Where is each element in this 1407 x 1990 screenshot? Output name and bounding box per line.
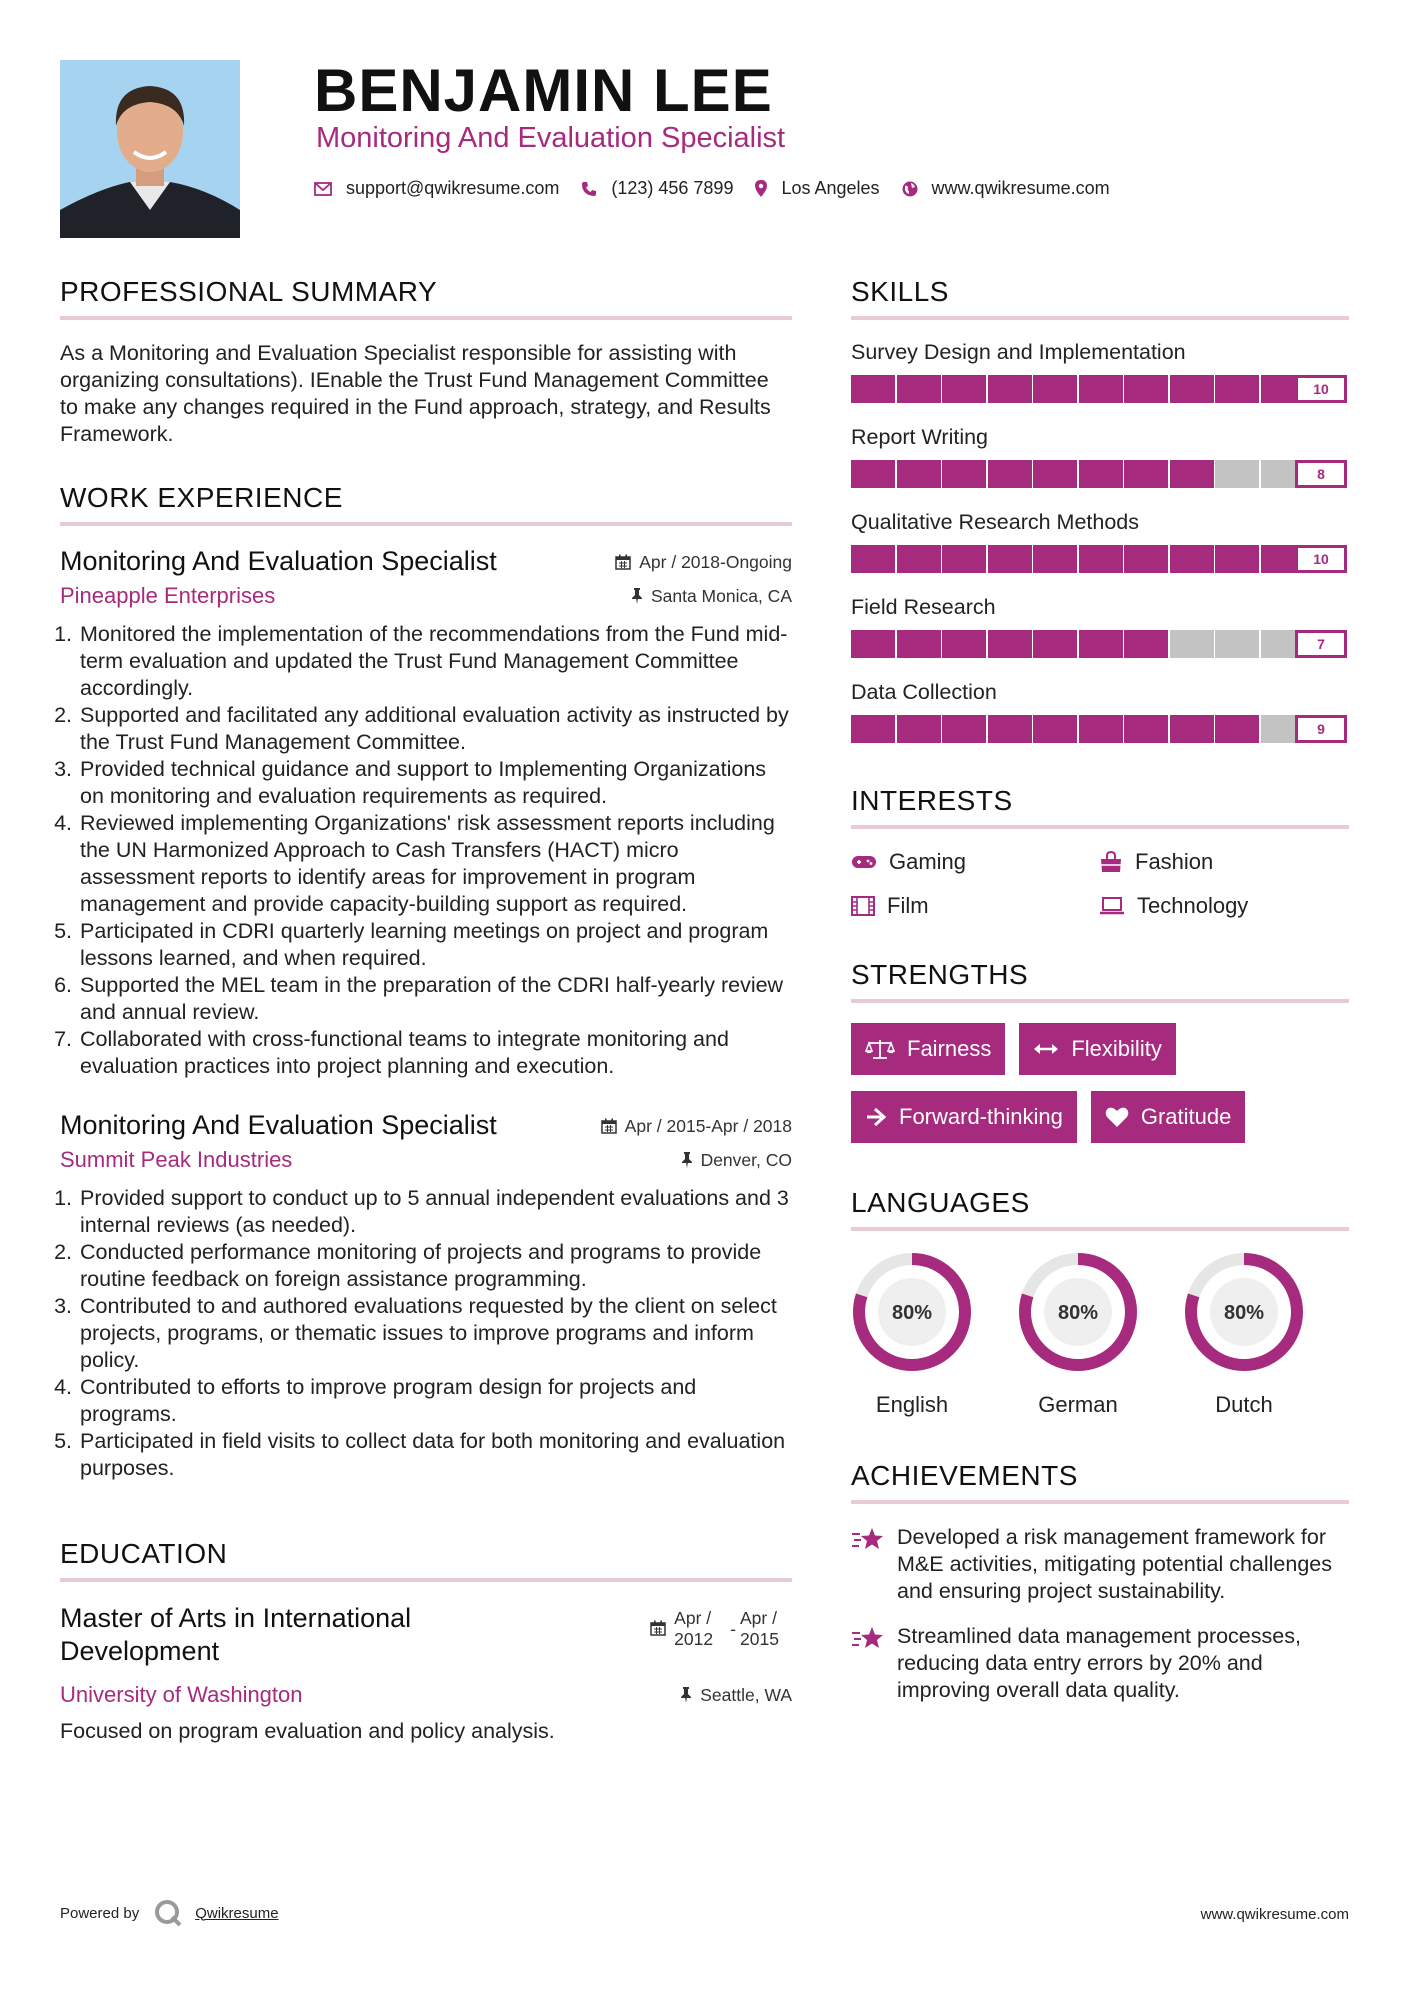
contact-website-text: www.qwikresume.com — [931, 178, 1110, 198]
job-bullet: 2. Conducted performance monitoring of projects and programs to provide routine feedback on foreign assistance programming. — [78, 1239, 792, 1293]
globe-icon — [902, 181, 918, 197]
degree-title: Master of Arts in International Development — [60, 1603, 412, 1666]
handbag-icon — [1099, 851, 1123, 873]
job-bullet: 1. Provided support to conduct up to 5 annual independent evaluations and 3 internal reviews (as needed). — [78, 1185, 792, 1239]
language-progress-ring — [851, 1251, 973, 1373]
job-bullet: 4. Contributed to efforts to improve program design for projects and programs. — [78, 1374, 792, 1428]
phone-icon — [581, 181, 597, 197]
skill-bar-segment — [1124, 375, 1168, 403]
skill-bar-segment — [851, 630, 895, 658]
skill-level: 10 — [1295, 375, 1347, 403]
company-name: Summit Peak Industries — [60, 1147, 293, 1172]
candidate-name: BENJAMIN LEE — [314, 57, 773, 124]
envelope-icon — [314, 182, 332, 196]
job-bullet: 7. Collaborated with cross-functional teams to integrate monitoring and evaluation practices into project planning and execution. — [78, 1026, 792, 1080]
skill-bar-segment — [942, 375, 986, 403]
strength-label: Fairness — [907, 1036, 992, 1061]
job-location-text: Denver, CO — [700, 1149, 792, 1170]
balance-scale-icon — [865, 1038, 895, 1060]
skill-bar-segment — [1079, 630, 1123, 658]
skill-bar-segment — [1170, 545, 1214, 573]
strength-tag — [851, 1091, 1077, 1143]
skill-bar-segment — [942, 460, 986, 488]
job-date-text: Apr / 2018-Ongoing — [639, 551, 792, 572]
portrait-illustration — [60, 60, 240, 238]
language-name: German — [1038, 1392, 1118, 1417]
skill-bar-segment — [942, 630, 986, 658]
strength-tag — [851, 1023, 1005, 1075]
skill-bar-segment — [1033, 715, 1077, 743]
languages-list — [851, 1251, 1349, 1418]
education-description: Focused on program evaluation and policy analysis. — [60, 1719, 555, 1743]
skill-bar-segment — [1215, 715, 1259, 743]
interest-item — [1099, 849, 1347, 875]
calendar-icon — [601, 1118, 617, 1134]
job-entry — [60, 546, 792, 1080]
skill-bar-segment — [897, 460, 941, 488]
skill-bar-segment — [1124, 630, 1168, 658]
strength-tag — [1019, 1023, 1175, 1075]
skill-bar — [851, 545, 1347, 573]
skill-bar-segment — [988, 715, 1032, 743]
interests-list — [851, 849, 1349, 919]
skill-name: Survey Design and Implementation — [851, 340, 1186, 364]
gamepad-icon — [851, 854, 877, 870]
job-bullet: 2. Supported and facilitated any additional evaluation activity as instructed by the Trust Fund Management Committee. — [78, 702, 792, 756]
profile-photo — [60, 60, 240, 238]
map-pin-icon — [755, 180, 767, 197]
skill-bar-segment — [1215, 545, 1259, 573]
interest-label: Fashion — [1135, 849, 1214, 874]
job-bullet: 6. Supported the MEL team in the preparation of the CDRI half-yearly review and annual review. — [78, 972, 792, 1026]
education-date-start: Apr / 2012 — [674, 1608, 714, 1649]
job-bullet: 5. Participated in CDRI quarterly learning meetings on project and program lessons learned, and when required. — [78, 918, 792, 972]
job-bullet: 4. Reviewed implementing Organizations' risk assessment reports including the UN Harmonized Approach to Cash Transfers (HACT) micro assessment reports to identify areas for improvement in program management and provide capacity-building support as required. — [78, 810, 792, 918]
strength-label: Flexibility — [1071, 1036, 1162, 1061]
education-heading: EDUCATION — [60, 1538, 792, 1582]
strengths-list — [851, 1023, 1349, 1159]
skill-bar-segment — [1170, 460, 1214, 488]
skill-bar-segment — [1215, 460, 1259, 488]
education-location-text: Seattle, WA — [700, 1684, 792, 1705]
language-name: English — [875, 1392, 949, 1417]
strength-tag — [1091, 1091, 1246, 1143]
achievement-text: Streamlined data management processes, reducing data entry errors by 20% and improving overall data quality. — [897, 1624, 1301, 1702]
calendar-icon — [650, 1620, 666, 1636]
interest-label: Gaming — [889, 849, 967, 874]
skill-bar-segment — [897, 630, 941, 658]
skill-bar-segment — [897, 375, 941, 403]
contact-phone-text: (123) 456 7899 — [611, 178, 734, 198]
skill-bar-segment — [1033, 630, 1077, 658]
arrows-horizontal-icon — [1033, 1042, 1059, 1056]
skill-name: Field Research — [851, 595, 996, 619]
date-separator: - — [730, 1619, 736, 1639]
skill-bar — [851, 460, 1347, 488]
arrow-right-icon — [865, 1107, 887, 1127]
skill-bar-segment — [1079, 715, 1123, 743]
skill-bar-segment — [897, 715, 941, 743]
job-bullet: 3. Contributed to and authored evaluations requested by the client on select projects, programs, or thematic issues to improve programs and inform policy. — [78, 1293, 792, 1374]
footer-website[interactable]: www.qwikresume.com — [1200, 1906, 1349, 1923]
skill-bar-segment — [851, 545, 895, 573]
job-date-text: Apr / 2015-Apr / 2018 — [624, 1115, 792, 1136]
strengths-heading: STRENGTHS — [851, 959, 1349, 1003]
summary-heading: PROFESSIONAL SUMMARY — [60, 276, 792, 320]
skill-bar-segment — [1124, 715, 1168, 743]
education-entry — [60, 1602, 792, 1745]
skill-bar-segment — [942, 715, 986, 743]
pushpin-icon — [631, 588, 643, 604]
skill-bar-segment — [851, 375, 895, 403]
school-name: University of Washington — [60, 1682, 303, 1707]
skill-level: 7 — [1295, 630, 1347, 658]
skill-bar-segment — [1079, 375, 1123, 403]
achievement-item — [851, 1524, 1349, 1605]
skill-bar-segment — [988, 545, 1032, 573]
interests-heading: INTERESTS — [851, 785, 1349, 829]
skill-name: Qualitative Research Methods — [851, 510, 1140, 534]
job-date — [601, 1116, 792, 1137]
interest-item — [1099, 893, 1347, 919]
skill-bar-segment — [1215, 630, 1259, 658]
languages-heading: LANGUAGES — [851, 1187, 1349, 1231]
job-date — [615, 552, 792, 573]
skill-bar-segment — [1170, 630, 1214, 658]
footer-powered-by — [60, 1898, 279, 1928]
language-percent: 80% — [1223, 1302, 1265, 1324]
laptop-icon — [1099, 897, 1125, 915]
skill-bar-segment — [1079, 460, 1123, 488]
job-bullet: 5. Participated in field visits to collect data for both monitoring and evaluation purposes. — [78, 1428, 792, 1482]
left-column — [60, 276, 792, 1745]
strength-label: Forward-thinking — [899, 1104, 1063, 1129]
skill-bar-segment — [988, 375, 1032, 403]
skill-bar-segment — [988, 630, 1032, 658]
skill-name: Report Writing — [851, 425, 989, 449]
contact-email[interactable] — [314, 178, 559, 199]
shooting-star-icon — [851, 1526, 885, 1552]
job-bullet: 1. Monitored the implementation of the recommendations from the Fund mid-term evaluation and updated the Trust Fund Management Committee accordingly. — [78, 621, 792, 702]
language-percent: 80% — [891, 1302, 933, 1324]
contact-email-text: support@qwikresume.com — [346, 178, 560, 198]
language-percent: 80% — [1057, 1302, 1099, 1324]
language-progress-ring — [1183, 1251, 1305, 1373]
skill-level: 8 — [1295, 460, 1347, 488]
skill-bar — [851, 375, 1347, 403]
job-title: Monitoring And Evaluation Specialist — [60, 546, 497, 576]
company-name: Pineapple Enterprises — [60, 583, 276, 608]
achievement-item — [851, 1623, 1349, 1704]
contact-location — [755, 178, 879, 199]
qwikresume-logo-icon — [153, 1898, 183, 1928]
skill-bar-segment — [942, 545, 986, 573]
skills-heading: SKILLS — [851, 276, 1349, 320]
contact-bar — [314, 178, 1132, 199]
skill-bar-segment — [988, 460, 1032, 488]
language-item — [851, 1251, 1017, 1418]
heart-icon — [1105, 1106, 1129, 1128]
pushpin-icon — [680, 1687, 692, 1703]
job-location — [681, 1150, 792, 1171]
skills-list — [851, 340, 1349, 743]
skill-level: 9 — [1295, 715, 1347, 743]
experience-heading: WORK EXPERIENCE — [60, 482, 792, 526]
skill-bar-segment — [851, 460, 895, 488]
interest-item — [851, 849, 1099, 875]
skill-bar — [851, 715, 1347, 743]
calendar-icon — [615, 554, 631, 570]
contact-website[interactable] — [902, 178, 1110, 199]
skill-bar-segment — [1033, 545, 1077, 573]
skill-bar-segment — [1033, 460, 1077, 488]
job-bullet: 3. Provided technical guidance and support to Implementing Organizations on monitoring and evaluation requirements as required. — [78, 756, 792, 810]
contact-location-text: Los Angeles — [781, 178, 880, 198]
skill-bar-segment — [1170, 375, 1214, 403]
skill-bar-segment — [1215, 375, 1259, 403]
summary-text: As a Monitoring and Evaluation Specialist responsible for assisting with organizing consultations). IEnable the Trust Fund Management Committee to make any changes required in the Fund approach, strategy, and Results Framework. — [60, 341, 771, 446]
language-name: Dutch — [1215, 1392, 1273, 1417]
language-progress-ring — [1017, 1251, 1139, 1373]
pushpin-icon — [681, 1152, 693, 1168]
education-location — [680, 1685, 792, 1706]
powered-by-text: Powered by — [60, 1904, 140, 1922]
achievement-text: Developed a risk management framework for M&E activities, mitigating potential challenges and ensuring project sustainability. — [897, 1525, 1332, 1603]
brand-link[interactable]: Qwikresume — [195, 1904, 279, 1922]
job-title: Monitoring And Evaluation Specialist — [60, 1110, 497, 1140]
interest-label: Film — [887, 893, 929, 918]
education-date-end: Apr / 2015 — [740, 1608, 779, 1649]
skill-bar — [851, 630, 1347, 658]
skill-bar-segment — [1124, 545, 1168, 573]
job-bullets — [60, 1185, 792, 1482]
contact-phone[interactable] — [581, 178, 733, 199]
achievements-list — [851, 1524, 1349, 1704]
skill-bar-segment — [897, 545, 941, 573]
strength-label: Gratitude — [1140, 1104, 1232, 1129]
achievements-heading: ACHIEVEMENTS — [851, 1460, 1349, 1504]
skill-bar-segment — [851, 715, 895, 743]
language-item — [1183, 1251, 1349, 1418]
education-date — [650, 1608, 792, 1650]
language-item — [1017, 1251, 1183, 1418]
film-icon — [851, 896, 875, 916]
job-entry — [60, 1110, 792, 1482]
interest-item — [851, 893, 1099, 919]
skill-name: Data Collection — [851, 680, 997, 704]
skill-level: 10 — [1295, 545, 1347, 573]
skill-bar-segment — [1170, 715, 1214, 743]
candidate-title: Monitoring And Evaluation Specialist — [316, 122, 786, 154]
shooting-star-icon — [851, 1625, 885, 1651]
job-location-text: Santa Monica, CA — [650, 585, 792, 606]
interest-label: Technology — [1137, 893, 1249, 918]
skill-bar-segment — [1079, 545, 1123, 573]
skill-bar-segment — [1033, 375, 1077, 403]
job-bullets — [60, 621, 792, 1080]
skill-bar-segment — [1124, 460, 1168, 488]
right-column — [851, 276, 1349, 1722]
job-location — [631, 586, 792, 607]
